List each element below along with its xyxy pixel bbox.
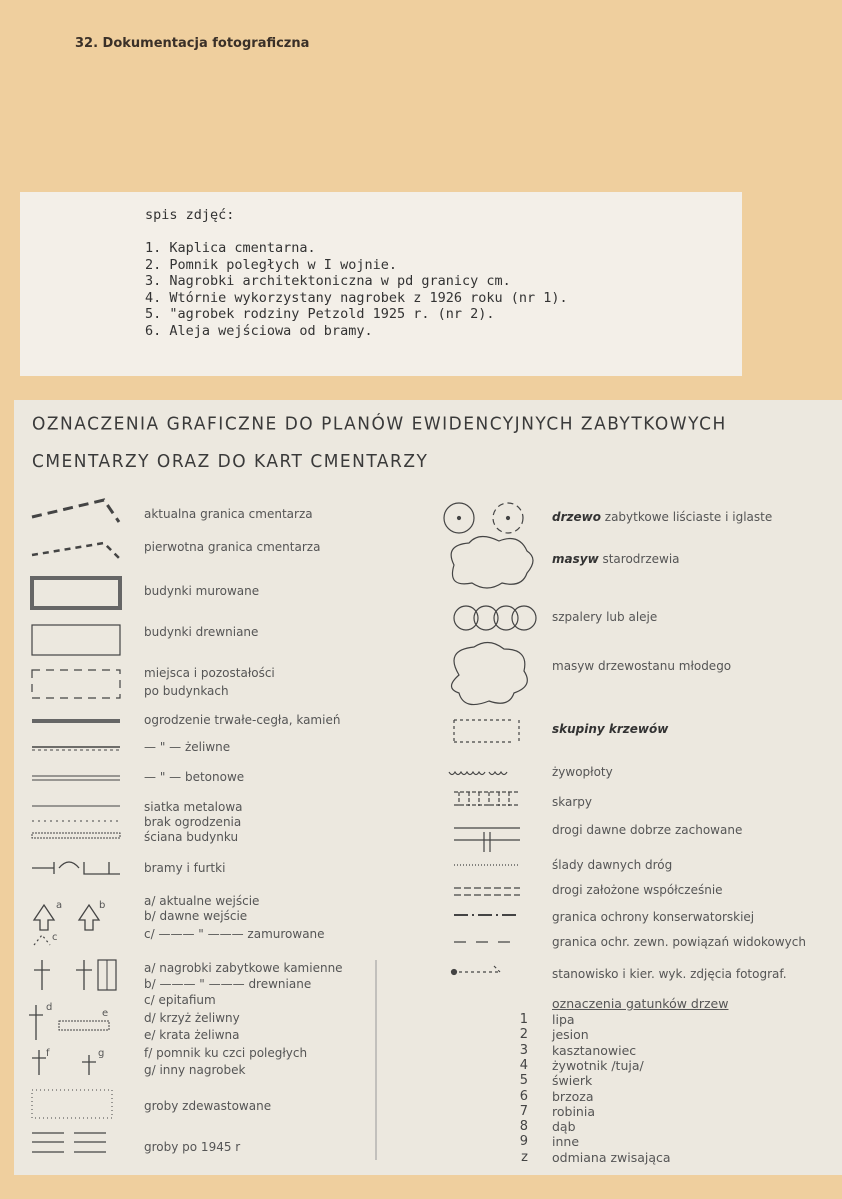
legend-item: ogrodzenie trwałe-cegła, kamień [144, 713, 341, 727]
legend-item: e/ krata żeliwna [144, 1028, 240, 1042]
legend-item: drogi założone współcześnie [552, 883, 723, 897]
mark-b: b [99, 900, 106, 911]
legend-item: aktualna granica cmentarza [144, 507, 313, 521]
legend-item: groby zdewastowane [144, 1099, 272, 1113]
legend-item: stanowisko i kier. wyk. zdjęcia fotograf. [552, 967, 787, 981]
old-trees-mass-symbol [451, 536, 533, 588]
legend-item: groby po 1945 r [144, 1140, 241, 1154]
mark-d: d [46, 1002, 53, 1013]
mark-e: e [102, 1008, 109, 1019]
legend-item: d/ krzyż żeliwny [144, 1011, 240, 1025]
legend-item: granica ochr. zewn. powiązań widokowych [552, 935, 806, 949]
mark-a: a [56, 900, 63, 911]
species-number: 8 [519, 1119, 528, 1135]
legend-item: granica ochrony konserwatorskiej [552, 910, 755, 924]
legend-item: masyw starodrzewia [552, 552, 680, 566]
species-number: 7 [519, 1103, 528, 1119]
legend-title-2: CMENTARZY ORAZ DO KART CMENTARZY [32, 451, 429, 473]
species-name: świerk [552, 1073, 593, 1089]
species-number: 5 [519, 1073, 528, 1089]
legend-item: brak ogrodzenia [144, 815, 242, 829]
legend-sheet [14, 400, 842, 1175]
legend-item: żywopłoty [552, 765, 613, 779]
photo-list-title: spis zdjęć: [145, 207, 235, 223]
legend-item: skarpy [552, 795, 592, 809]
legend-title-1: OZNACZENIA GRAFICZNE DO PLANÓW EWIDENCYJNYCH ZABYTKOWYCH [32, 413, 727, 435]
species-name: inne [552, 1134, 580, 1150]
species-name: robinia [552, 1103, 595, 1119]
legend-item: po budynkach [144, 684, 229, 698]
legend-item: g/ inny nagrobek [144, 1063, 246, 1077]
section-header: 32. Dokumentacja fotograficzna [75, 36, 310, 51]
legend-item: budynki murowane [144, 584, 260, 598]
legend-item: ślady dawnych dróg [552, 858, 673, 872]
legend-item: miejsca i pozostałości [144, 666, 275, 680]
legend-item: pierwotna granica cmentarza [144, 540, 321, 554]
legend-item: skupiny krzewów [552, 722, 669, 736]
species-name: jesion [552, 1027, 589, 1043]
legend-item: ściana budynku [144, 830, 239, 844]
legend-item: drogi dawne dobrze zachowane [552, 823, 743, 837]
legend-item: a/ nagrobki zabytkowe kamienne [144, 961, 343, 975]
species-title: oznaczenia gatunków drzew [552, 996, 729, 1011]
species-number: 3 [519, 1042, 528, 1058]
species-number: z [521, 1149, 528, 1165]
species-name: kasztanowiec [552, 1042, 637, 1058]
species-number: 2 [519, 1027, 528, 1043]
species-name: odmiana zwisająca [552, 1149, 671, 1165]
mark-f: f [46, 1048, 50, 1059]
legend-item: f/ pomnik ku czci poległych [144, 1046, 308, 1060]
species-name: żywotnik /tuja/ [552, 1057, 644, 1073]
photo-item: 6. Aleja wejściowa od bramy. [145, 322, 373, 339]
legend-item: masyw drzewostanu młodego [552, 659, 732, 673]
legend-item: a/ aktualne wejście [144, 894, 260, 908]
young-trees-mass-symbol [452, 642, 528, 704]
photo-item: 2. Pomnik poległych w I wojnie. [145, 256, 397, 273]
legend-item: — " — żeliwne [144, 740, 231, 754]
legend-item: drzewo zabytkowe liściaste i iglaste [552, 510, 773, 524]
photo-item: 4. Wtórnie wykorzystany nagrobek z 1926 roku (nr 1). [145, 289, 568, 306]
photo-item: 5. "agrobek rodziny Petzold 1925 r. (nr 2). [145, 306, 495, 322]
photo-list-card [20, 192, 742, 376]
legend-item: szpalery lub aleje [552, 610, 658, 624]
photo-item: 3. Nagrobki architektoniczna w pd granicy cm. [145, 273, 511, 289]
species-name: lipa [552, 1012, 575, 1027]
legend-item: c/ epitafium [144, 993, 216, 1007]
legend-item: siatka metalowa [144, 800, 243, 814]
legend-item: budynki drewniane [144, 625, 259, 639]
legend-item: bramy i furtki [144, 861, 226, 875]
species-number: 6 [519, 1088, 528, 1104]
species-number: 9 [519, 1134, 528, 1150]
species-number: 4 [519, 1057, 528, 1073]
legend-item: c/ ——— " ——— zamurowane [144, 927, 325, 941]
species-name: dąb [552, 1119, 576, 1135]
species-number: 1 [519, 1012, 528, 1027]
mark-g: g [98, 1048, 105, 1059]
species-name: brzoza [552, 1088, 594, 1104]
photo-item: 1. Kaplica cmentarna. [145, 240, 316, 256]
legend-item: b/ ——— " ——— drewniane [144, 977, 312, 991]
legend-item: — " — betonowe [144, 770, 245, 784]
legend-item: b/ dawne wejście [144, 909, 248, 923]
photo-list [145, 207, 568, 339]
mark-c: c [52, 932, 58, 943]
